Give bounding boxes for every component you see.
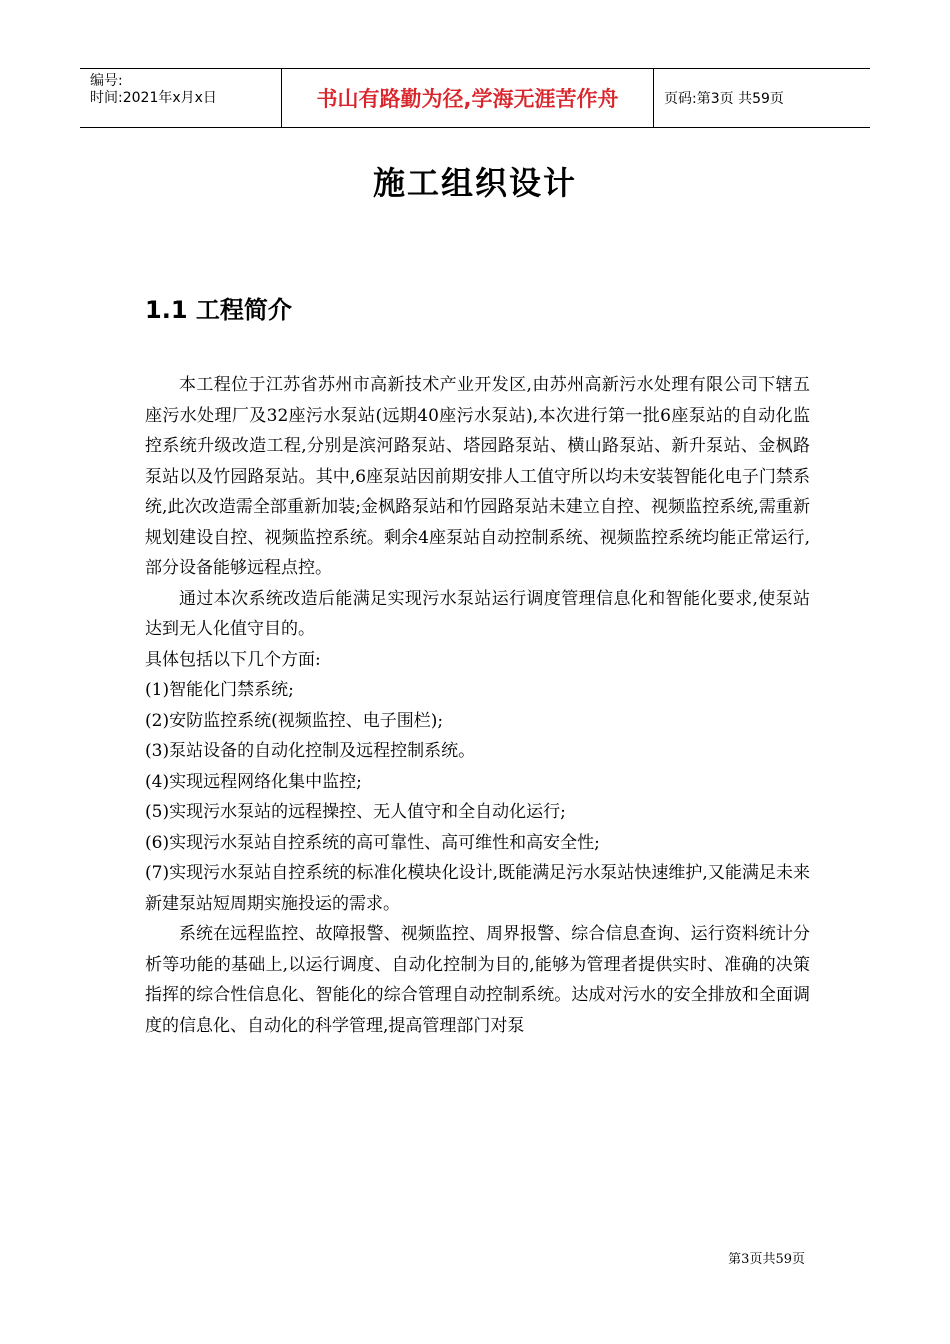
- list-intro: 具体包括以下几个方面:: [145, 649, 321, 670]
- paragraph: 通过本次系统改造后能满足实现污水泵站运行调度管理信息化和智能化要求,使泵站达到无人化值守目的。: [145, 588, 810, 639]
- list-item: (7)实现污水泵站自控系统的标准化模块化设计,既能满足污水泵站快速维护,又能满足未来新建泵站短周期实施投运的需求。: [145, 863, 810, 914]
- header-motto: 书山有路勤为径,学海无涯苦作舟: [282, 69, 654, 127]
- footer-page-info: 第3页共59页: [728, 1252, 805, 1267]
- header-meta: [80, 69, 282, 127]
- time-label: 时间:2021年x月x日: [90, 90, 217, 106]
- section-title: 1.1 工程简介: [145, 296, 292, 324]
- list-item: (2)安防监控系统(视频监控、电子围栏);: [145, 710, 444, 731]
- list-item: (4)实现远程网络化集中监控;: [145, 771, 362, 792]
- page-header: [80, 68, 870, 128]
- list-item: (6)实现污水泵站自控系统的高可靠性、高可维性和高安全性;: [145, 832, 600, 853]
- number-label: 编号:: [90, 73, 123, 89]
- document-body: [145, 370, 810, 1041]
- closing-paragraph: 系统在远程监控、故障报警、视频监控、周界报警、综合信息查询、运行资料统计分析等功能的基础上,以运行调度、自动化控制为目的,能够为管理者提供实时、准确的决策指挥的综合性信息化、智能化的综合管理自动控制系统。达成对污水的安全排放和全面调度的信息化、自动化的科学管理,提高管理部门对泵: [145, 924, 810, 1036]
- list-item: (3)泵站设备的自动化控制及远程控制系统。: [145, 741, 476, 761]
- header-page-info: 页码:第3页 共59页: [664, 91, 784, 107]
- document-title: 施工组织设计: [372, 164, 577, 202]
- paragraph: 本工程位于江苏省苏州市高新技术产业开发区,由苏州高新污水处理有限公司下辖五座污水处理厂及32座污水泵站(远期40座污水泵站),本次进行第一批6座泵站的自动化监控系统升级改造工程,分别是滨河路泵站、塔园路泵站、横山路泵站、新升泵站、金枫路泵站以及竹园路泵站。其中,6座泵站因前期安排人工值守所以均未安装智能化电子门禁系统,此次改造需全部重新加装;金枫路泵站和竹园路泵站未建立自控、视频监控系统,需重新规划建设自控、视频监控系统。剩余4座泵站自动控制系统、视频监控系统均能正常运行,部分设备能够远程点控。: [145, 375, 810, 578]
- list-item: (1)智能化门禁系统;: [145, 680, 294, 700]
- list-item: (5)实现污水泵站的远程操控、无人值守和全自动化运行;: [145, 802, 566, 822]
